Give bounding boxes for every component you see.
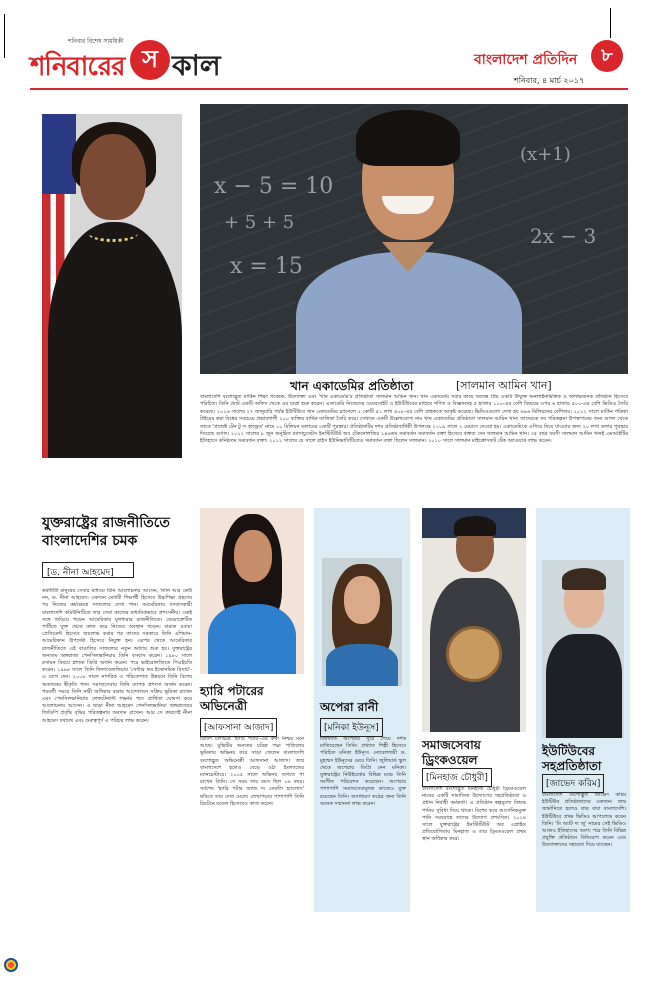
photo-salman-khan — [200, 104, 628, 374]
masthead-title-left: শনিবারের — [30, 52, 125, 82]
profile-byline: [মিনহাজ চৌধুরী] — [422, 768, 492, 787]
photo-detail — [88, 224, 138, 242]
profile-body: বাংলাদেশি বংশোদ্ভূত জাভেদ করিম ইউটিউব প্রতিষ্ঠাতাদের একজন। জন্ম জার্মানিতে হলেও তার বাবা বাংলাদেশি। ইউটিউবে প্রথম ভিডিও আপলোড করেন তিনি। 'মি অ্যাট দ্য জু' নামের সেই ভিডিও আজও ইতিহাসের অংশ। পরে তিনি বিভিন্ন প্রযুক্তি প্রতিষ্ঠানে বিনিয়োগ করেন এবং উদ্যোক্তাদের সহায়তা দিয়ে যাচ্ছেন। — [542, 792, 626, 849]
photo-detail — [546, 634, 622, 738]
masthead-title-circle: স — [130, 40, 170, 80]
chalk-formula: x = 15 — [230, 254, 303, 279]
photo-detail — [208, 604, 296, 674]
article-heading: যুক্তরাষ্ট্রের রাজনীতিতে বাংলাদেশির চমক — [42, 515, 170, 549]
profile-body: ব্রিটিশ চলচ্চিত্র 'হ্যারি পটার'-এর কথা নিশ্চয় মনে আছে। মুভিটির অন্যতম চরিত্র পদ্মা পাতিলের ভূমিকায় অভিনয় করে সাড়া ফেলেন বাংলাদেশি বংশোদ্ভূত অভিনেত্রী আফসানা আজাদ। জন্ম বাংলাদেশে হলেও বেড়ে ওঠা ইংল্যান্ডের ম্যানচেস্টারে। ২০০৫ সালে অভিনয় জগতে পা রাখেন তিনি। সে সময় তার বয়স ছিল ১৬ বছর। সর্বশেষ 'হ্যারি পটার অ্যান্ড দ্য ডেথলি হ্যালোস' ছবিতে তার দেখা মেলে। লেখাপড়ার পাশাপাশি তিনি ব্রিটেনে মডেল হিসেবেও কাজ করেন। — [200, 736, 304, 807]
photo-detail — [454, 516, 496, 536]
profile-jawed-karim — [536, 508, 630, 912]
photo-minhaj-chowdhury — [422, 508, 526, 732]
profile-minhaj-chowdhury — [418, 508, 528, 858]
award-plaque-icon — [446, 626, 502, 682]
photo-detail — [326, 644, 398, 686]
registration-mark-icon — [4, 958, 18, 972]
photo-detail — [562, 568, 606, 590]
article-byline: [ড. নীনা আহমেদ] — [42, 562, 134, 578]
masthead-title-right: কাল — [172, 49, 221, 82]
profile-heading: সমাজসেবায় ড্রিংকওয়েল — [422, 738, 481, 767]
profile-body: বাংলাদেশি বংশোদ্ভূত মিনহাজ চৌধুরী ড্রিংকওয়েল নামের একটি সামাজিক উদ্যোগের সহপ্রতিষ্ঠাতা ও প্রধান নির্বাহী কর্মকর্তা। এ প্রতিষ্ঠান স্বল্পমূল্যে বিশুদ্ধ পানির সুবিধা দিয়ে থাকে। বিশেষ করে আর্সেনিকমুক্ত পানি সরবরাহে তাদের উদ্যোগ প্রশংসিত। ২০১৪ সালে যুক্তরাষ্ট্রের ইনস্টিটিউট অব এপ্লাইড প্রতিযোগিতায় মিনহাজ ও তার ড্রিংকওয়েল প্রথম স্থান অধিকার করে। — [422, 786, 526, 843]
photo-monica-yunus — [322, 558, 402, 686]
profile-byline: [মনিকা ইউনূস] — [320, 718, 383, 737]
profile-heading: ইউটিউবের সহপ্রতিষ্ঠাতা — [542, 744, 602, 773]
chalk-formula: (x+1) — [520, 144, 571, 165]
profile-byline: [জাভেদ করিম] — [542, 774, 604, 793]
article-body: বাংলাদেশি বংশোদ্ভূত মার্কিন শিক্ষা গবেষক, উদ্যোক্তা এবং 'খান একাডেমি'র প্রতিষ্ঠাতা সালমান আমিন খান। খান একাডেমি সবার কাছে অত্যন্ত প্রিয় একটি উন্মুক্ত অনলাইনভিত্তিক ও অলাভজনক প্রতিষ্ঠান হিসেবে পরিচিত। তিনি ছোট একটি অফিস থেকে এর যাত্রা শুরু করেন। একাডেমি নিজেদের ওয়েবসাইট ও ইউটিউবের মাধ্যমে গণিত ও বিজ্ঞানসহ ৫ হাজার ১০০-এর বেশি বিষয়ের ওপর ৬ হাজার ৫০০-এর বেশি ভিডিও তৈরি করেছে। ২০১৬ সালের ২৭ জানুয়ারি পর্যন্ত ইউটিউবে খান একাডেমির চ্যানেলে ২ কোটি ৫১ লাখ ৪০৮-এর বেশি গ্রাহককে আকৃষ্ট করেছে। ভিডিওগুলো দেখা হয় ৬৯৬ মিলিয়নের বেশিবার। ২০১২ সালে মার্কিন পত্রিকা টাইমের করা বিশ্বের সবচেয়ে প্রভাবশালী ১০০ ব্যক্তির বার্ষিক তালিকা তৈরি করে। সেখানে একটি উল্লেখযোগ্য নাম খান একাডেমির প্রতিষ্ঠাতা সালমান আমিন খান। তাদেরকে সব পরিকল্পনা উপস্থাপনের জন্য গুগল থেকে তাকে 'প্রজেক্ট টেন টু দ্য হান্ড্রেড' নামে ১০ মিলিয়ন ডলারের একটি পুরস্কার। প্রতিষ্ঠানটির দশম প্রতিষ্ঠাবার্ষিকী উপলক্ষে ২০০৯ সালে ২ মেয়াদে দেওয়া হয়। একাডেমিকে এগিয়ে নিয়ে যাওয়ার জন্য ২০ লাখ ডলার পুরস্কার দিয়েছে গুগল। ২০১২ সালের ৮ জুন অনুষ্ঠিত ম্যাসাচুসেটস ইনস্টিটিউট অব টেকনোলজির ১৪৬তম সমাবর্তন সমাবর্তন বক্তা হিসেবে বক্তব্য দেন সালমান আমিন খান। ৩৫ বছর বয়সী সালমান আমিন খানই এমআইটির ইতিহাসে কনিষ্ঠতম সমাবর্তন বক্তা। ২০১২ সালের যে সালে রাইস ইউনিভার্সিটিতেও সমাবর্তন বক্তা ছিলেন সালমান। ২০১০ সালে সালমান মাইক্রোসফট টেক অ্যাওয়ার্ড লাভ করেন। — [200, 394, 628, 445]
photo-detail — [234, 530, 272, 582]
crop-mark-vertical — [4, 14, 5, 58]
chalk-formula: 2x − 3 — [530, 224, 597, 248]
masthead-tagline: শনিবার বিশেষ সাময়িকী — [68, 38, 124, 45]
masthead-logo — [30, 36, 226, 82]
profile-body: বিশ্বখ্যাত অপেরার সুরে গেয়ে দর্শক মাতিয়েছেন তিনি। প্রখ্যাত শিল্পী হিসেবে পরিচিত মনিকা ইউনূস। নোবেলজয়ী ড. মুহাম্মদ ইউনূসের মেয়ে তিনি। জুলিয়ার্ড স্কুল থেকে অপেরায় ডিগ্রি নেন মনিকা। যুক্তরাষ্ট্রের নিউইয়র্কের বিভিন্ন মঞ্চে তিনি সংগীত পরিবেশন করেছেন। অপেরার পাশাপাশি সমাজসেবামূলক কাজেও যুক্ত রয়েছেন তিনি। অসাধারণ কণ্ঠের জন্য তিনি অনেক সম্মাননা লাভ করেন। — [320, 736, 406, 807]
masthead-divider — [30, 88, 628, 90]
chalk-formula: x − 5 = 10 — [214, 174, 334, 199]
photo-detail — [344, 576, 380, 624]
article-byline: [সালমান আমিন খান] — [456, 379, 552, 392]
chalk-formula: + 5 + 5 — [224, 212, 295, 233]
article-body: কর্মজীবী মানুষের সেবার মাধ্যমে যিনি আলোচনায় আসেন, তিনি আর কেউ নন, ড. নীনা আহমেদ। একজন মেধাবী শিক্ষার্থী হিসেবে উচ্চশিক্ষা গ্রহণের পর নিজের কর্মক্ষেত্রে সাফল্যের দেখা পান। আমেরিকায় বসবাসকারী বাংলাদেশি কমিউনিটিতে তার সেবা কাজের মাধ্যমিকভাবে প্রশংসনীয়। একই সঙ্গে জড়িয়ে পড়েন আমেরিকার মূলধারার রাজনীতিতে। ডেমোক্রেটিক পার্টিতে যুক্ত থেকে কাজ করে নিজের অবস্থান গড়েন। বারাক ওবামা প্রেসিডেন্ট হিসেবে জয়লাভ করার পর তাদের সরকারে তিনি এশিয়ান-আমেরিকান উপদেষ্টা হিসেবে নিযুক্ত হন। এরপর থেকে আমেরিকার রাজনীতিতে এই বাঙালির সাফল্যের নতুন অধ্যায় শুরু হয়। যুক্তরাষ্ট্রের অন্যতম অঙ্গরাজ্য পেনসিলভানিয়ায় তিনি বসবাস করেন। ১৯৮০ সালে রসায়ন বিষয়ে স্নাতক ডিগ্রি অর্জন করেন। পরে ভাইরোলজিতে পিএইচডি করেন। ১৯৯৪ সালে তিনি ফিলাডেলফিয়ার 'সেন্টার ফর ইকোনমিক রিসার্চ'-এ যোগ দেন। ২০০৮ সালে নাগরিক ও পরিবেশগত উন্নয়নে তিনি বিশেষ অবদানের স্বীকৃতি পান। সমাজসেবায় তিনি ব্যাপক প্রশংসা অর্জন করেন। পরবর্তী সময়ে তিনি নারী অধিকার রক্ষার আন্দোলনে সক্রিয় ভূমিকা রাখেন এবং পেনসিলভানিয়ার লেফটেন্যান্ট গভর্নর পদে প্রার্থিতা ঘোষণা করে আলোচনায় আসেন। এ ছাড়া নীনা আহমেদ পেনসিলভানিয়া অঙ্গরাজ্যের জিডিপি প্রবৃদ্ধি বৃদ্ধির পরিকল্পনায় অবদান রাখেন। আর সে কারণেই নীনা আহমেদ যথাযথ এবং গুরুত্বপূর্ণ এ পরিচয় লাভ করেন। — [42, 588, 192, 724]
photo-afshan-azad — [200, 508, 304, 674]
profile-byline: [আফসানা আজাদ] — [200, 718, 277, 737]
flag-icon — [42, 114, 76, 194]
photo-detail — [48, 222, 182, 458]
profile-heading: হ্যারি পটারের অভিনেত্রী — [200, 684, 264, 713]
photo-detail — [356, 110, 460, 166]
profile-monica-yunus — [314, 508, 410, 912]
profile-afshan-azad — [200, 508, 304, 858]
page-number-badge: ৮ — [591, 40, 623, 72]
article-heading: খান একাডেমির প্রতিষ্ঠাতা — [290, 379, 414, 393]
issue-date: শনিবার, ৪ মার্চ ২০১৭ — [514, 76, 585, 85]
paper-name: বাংলাদেশ প্রতিদিন — [474, 52, 578, 68]
photo-detail — [80, 134, 146, 220]
crop-mark-top — [610, 8, 611, 38]
profile-heading: অপেরা রানী — [320, 700, 379, 714]
photo-jawed-karim — [542, 560, 624, 738]
photo-nina-ahmed — [42, 114, 182, 458]
article-nina-ahmed — [30, 104, 192, 934]
